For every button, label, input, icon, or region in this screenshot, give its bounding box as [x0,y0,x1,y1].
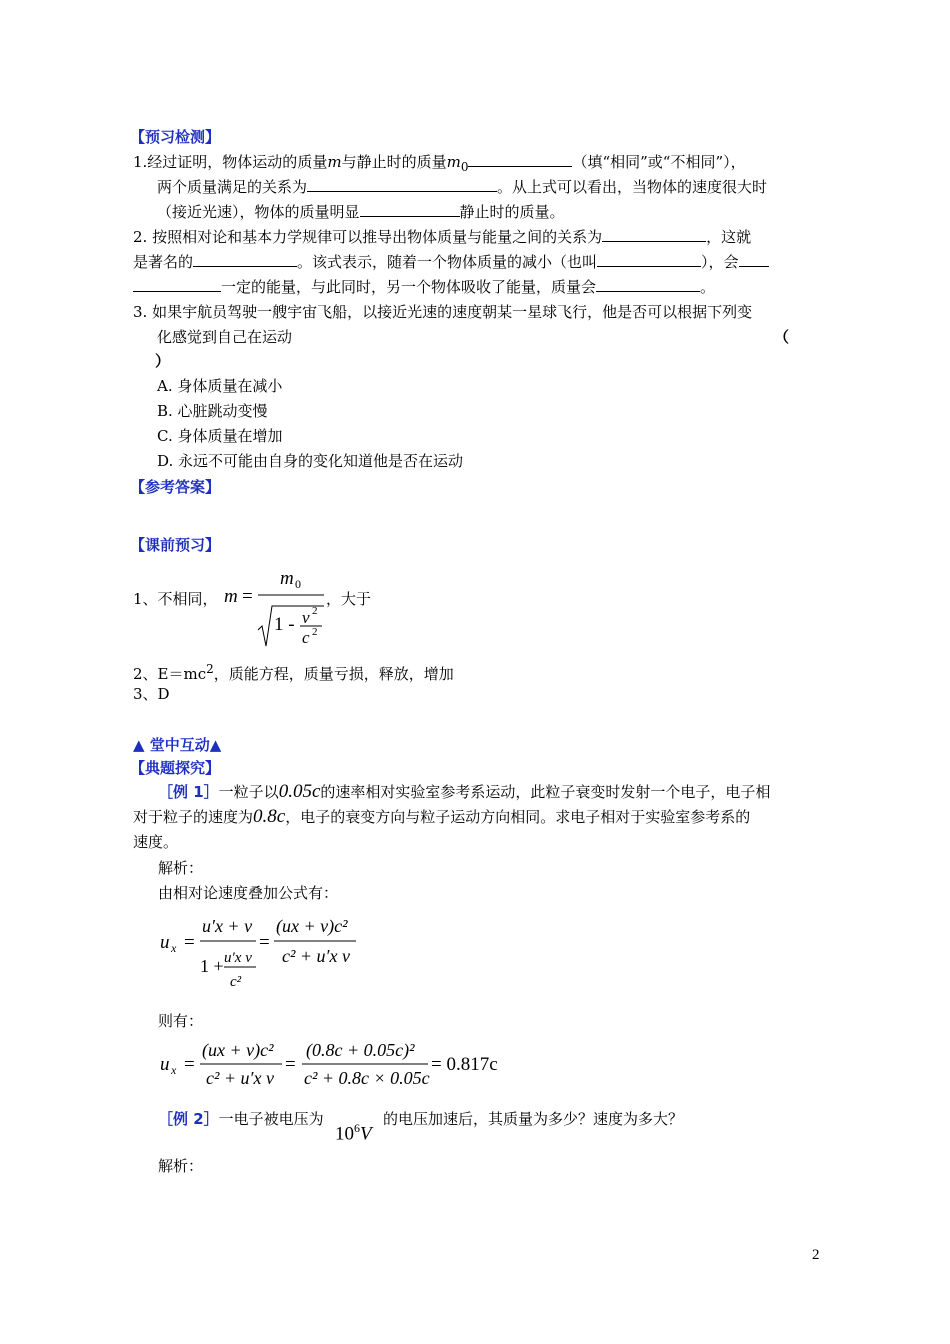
question-text: 与静止时的质量 [341,153,447,171]
example-label: ［例 2］ [158,1110,219,1128]
example-label: ［例 1］ [158,783,219,801]
formula-lhs: u [160,932,170,953]
question-text: 2. 按照相对论和基本力学规律可以推导出物体质量与能量之间的关系为 [133,228,603,246]
formula-rhs-numerator: (ux + v)c² [276,916,348,936]
question-text: ，这就 [706,228,752,246]
section-heading-examples: 【典题探究】 [130,759,221,777]
question-text: 静止时的质量。 [459,203,565,221]
answer-blank [739,251,769,267]
formula-eq: = [259,932,270,953]
formula-lhs: m [224,586,238,607]
example-text: 一电子被电压为 [218,1110,324,1128]
formula-numerator: (ux + v)c² [202,1040,274,1060]
subscript: 0 [460,160,469,174]
answer-1-suffix: ，大于 [326,590,372,608]
formula-one-minus: 1 - [274,614,295,635]
formula-lhs: u [160,1054,170,1075]
example-text: ，电子的衰变方向与粒子运动方向相同。求电子相对于实验室参考系的 [285,808,751,826]
formula-den-denominator: c² [230,974,242,990]
answer-blank [307,176,497,192]
formula-eq: = [242,586,253,607]
example-1-line-3: 速度。 [133,833,179,851]
question-1-line-3 [157,201,565,223]
formula-lhs-sub: x [171,1063,177,1077]
answer-text: ，质能方程，质量亏损，释放，增加 [213,665,454,683]
symbol-m: m [327,153,342,171]
answer-blank [193,251,297,267]
formula-lhs-sub: x [171,941,177,955]
formula-numerator: u′x + v [202,916,253,936]
question-3-line-2: 化感觉到自己在运动 [157,328,293,346]
question-text: （接近光速），物体的质量明显 [157,203,360,221]
question-text: 。 [700,278,716,296]
formula-eq: = [184,1054,195,1075]
formula-rhs-denominator: c² + 0.8c × 0.05c [304,1068,430,1088]
section-heading-answers: 【参考答案】 [130,478,221,496]
question-1-line-2 [157,176,767,198]
formula-eq: = [184,932,195,953]
option-c: C. 身体质量在增加 [157,427,283,445]
formula-v: v [302,608,310,627]
question-text: 是著名的 [133,253,194,271]
answer-blank [602,226,706,242]
answer-blank [468,151,572,167]
analysis-label: 解析： [158,1157,204,1175]
answer-3: 3、D [133,685,170,703]
formula-denominator: c² + u′x v [206,1068,274,1088]
answer-2 [133,658,454,685]
answer-blank [596,276,700,292]
formula-numerator: m [280,568,294,589]
formula-numerator-sub: 0 [295,577,301,591]
question-text: 两个质量满足的关系为 [157,178,308,196]
answer-paren-open: （ [774,328,790,346]
formula-c: c [302,628,310,647]
question-3-line-1: 3. 如果宇航员驾驶一艘宇宙飞船，以接近光速的速度朝某一星球飞行，他是否可以根据下列变 [133,303,753,321]
question-text: 一定的能量，与此同时，另一个物体吸收了能量，质量会 [221,278,597,296]
example-text: 一粒子以 [218,783,279,801]
formula-rhs-denominator: c² + u′x v [282,946,350,966]
answer-blank [597,251,701,267]
question-text: （填“相同”或“不相同”）， [572,153,746,171]
question-2-line-2 [133,251,769,273]
speed-value: 0.8c [253,806,286,827]
answer-1-prefix: 1、不相同， [133,590,218,608]
formula-den-numerator: u′x v [224,950,252,966]
symbol-m0: m [446,153,461,171]
section-heading-interaction: ▲ 堂中互动▲ [133,736,222,754]
example-text: 的速率相对实验室参考系运动，此粒子衰变时发射一个电子，电子相 [320,783,771,801]
answer-blank [133,276,221,292]
answer-text: 2、E＝mc [133,665,207,683]
formula-v-exp: 2 [312,605,318,617]
option-d: D. 永远不可能由自身的变化知道他是否在运动 [157,452,464,470]
speed-value: 0.05c [278,781,321,802]
question-2-line-1 [133,226,751,248]
answer-1-formula [222,562,337,650]
voltage-value [335,1117,372,1145]
answer-paren-close: ） [155,352,171,370]
formula-result: = 0.817c [431,1054,498,1075]
voltage-exponent: 6 [354,1121,360,1135]
question-1-line-1 [133,151,746,178]
question-text: 。从上式可以看出，当物体的速度很大时 [497,178,768,196]
example-2-question: 的电压加速后，其质量为多少？速度为多大？ [383,1110,684,1128]
option-b: B. 心脏跳动变慢 [157,402,268,420]
question-text: 。该式表示，随着一个物体质量的减小（也叫 [297,253,598,271]
then-label: 则有： [158,1012,204,1030]
example-text: 对于粒子的速度为 [133,808,254,826]
analysis-label: 解析： [158,859,204,877]
example-1-line-1 [158,781,770,803]
voltage-unit: V [360,1123,372,1145]
formula-rhs-numerator: (0.8c + 0.05c)² [306,1040,415,1060]
formula-den-one: 1 + [200,956,224,976]
example-2-line [158,1108,324,1130]
section-heading-preview-check: 【预习检测】 [130,128,221,146]
question-2-line-3 [133,276,715,298]
question-text: ），会 [701,253,739,271]
page-number: 2 [812,1247,820,1263]
formula-eq: = [285,1054,296,1075]
example-1-line-2 [133,806,750,828]
formula-c-exp: 2 [312,626,318,638]
answer-blank [360,201,460,217]
option-a: A. 身体质量在减小 [157,377,283,395]
superscript: 2 [206,662,214,676]
voltage-base: 10 [335,1123,354,1145]
velocity-calculation-formula [158,1038,518,1094]
section-heading-preview: 【课前预习】 [130,536,221,554]
question-text: 1.经过证明，物体运动的质量 [133,153,328,171]
formula-intro: 由相对论速度叠加公式有： [158,884,339,902]
velocity-addition-formula [158,908,368,992]
